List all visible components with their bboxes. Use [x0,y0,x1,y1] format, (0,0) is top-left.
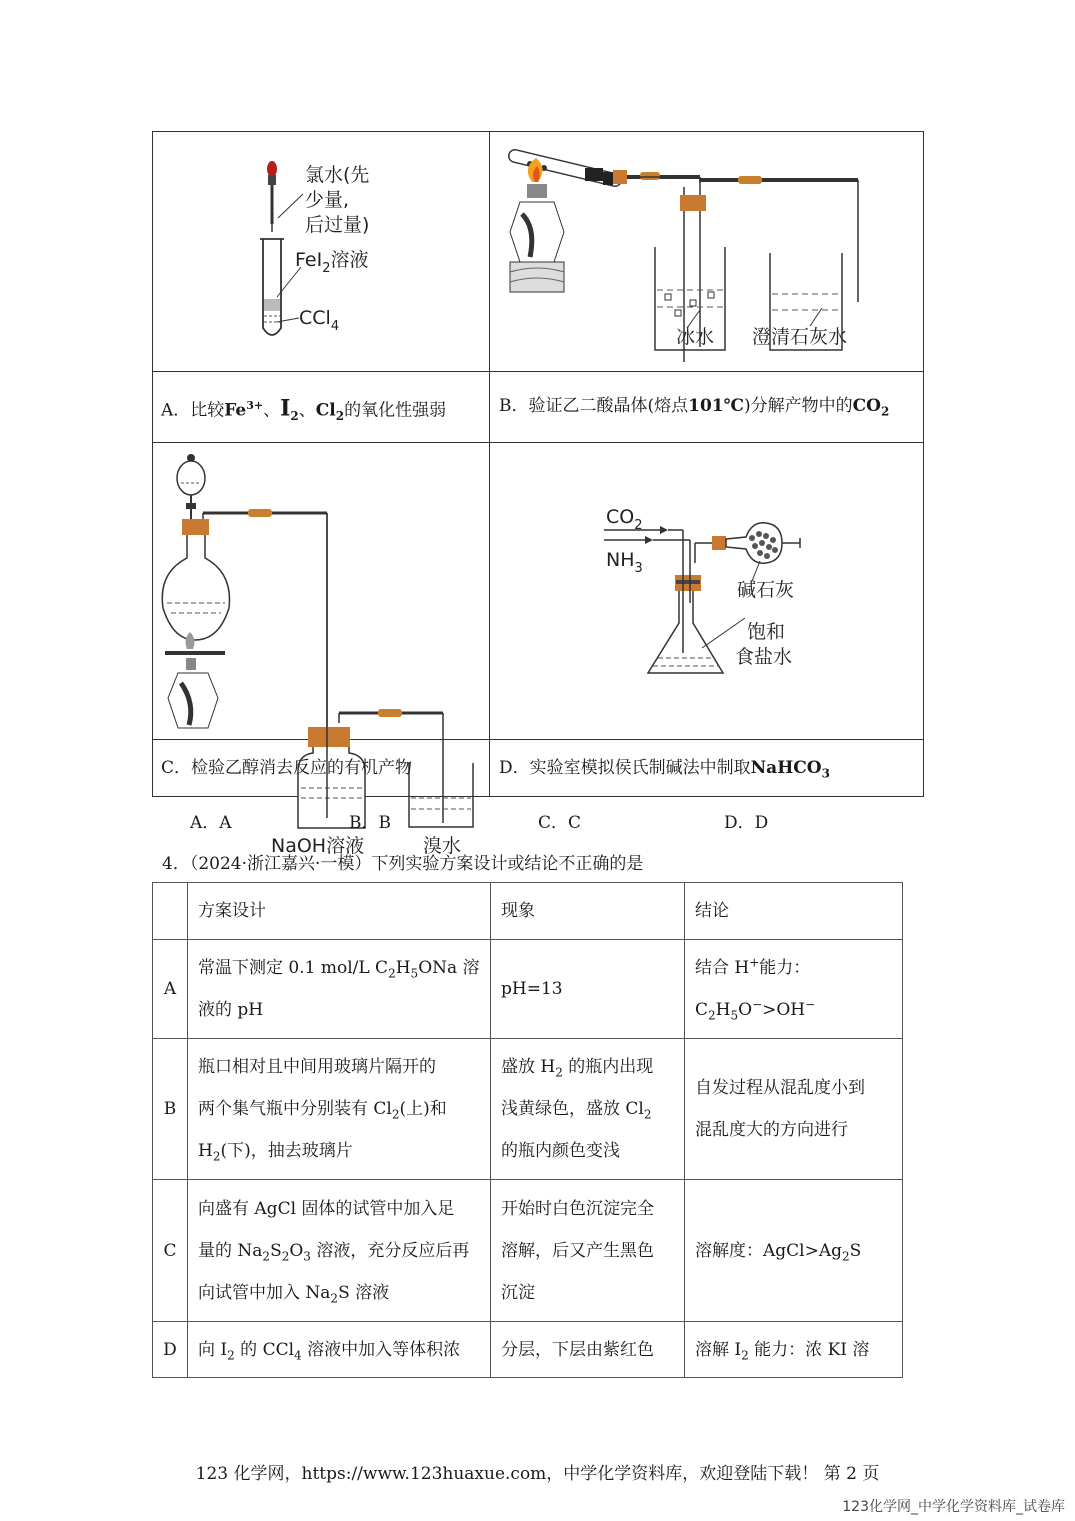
row-c-conclusion: 溶解度：$AgCl>Ag_2S$ [685,1180,903,1322]
row-label-b: B [153,1039,188,1180]
row-a-conclusion: 结合 H+能力： $C_2H_5O^->OH^-$ [685,940,903,1039]
header-blank [153,883,188,940]
caption-b: B．验证乙二酸晶体(熔点101℃)分解产物中的$CO_2$ [499,396,890,419]
svg-text:NH3: $NH_3$ [606,549,643,576]
row-c-phenomenon: 开始时白色沉淀完全 溶解，后又产生黑色 沉淀 [491,1180,685,1322]
row-a-phenomenon: pH=13 [491,940,685,1039]
figure-a-test-tube [153,132,489,371]
header-design: 方案设计 [188,883,491,940]
label-ice-water: 冰水 [676,326,715,348]
label-brine: 食盐水 [735,646,793,668]
row-b-design: 瓶口相对且中间用玻璃片隔开的 两个集气瓶中分别装有 $Cl_2$(上)和 $H_2$(下)，抽去玻璃片 [188,1039,491,1180]
row-b-conclusion: 自发过程从混乱度小到 混乱度大的方向进行 [685,1039,903,1180]
figure-d-apparatus [490,443,923,739]
svg-text:CCl4: CCl$_4$ [299,307,340,334]
label-small-amount: 少量, [305,189,350,211]
label-bromine-water: 溴水 [423,835,462,857]
q4-table [152,882,903,1378]
row-d-conclusion: 溶解 $I_2$ 能力：浓 KI 溶 [685,1322,903,1378]
row-d-design: 向 $I_2$ 的 CCl$_4$ 溶液中加入等体积浓 [188,1322,491,1378]
header-conclusion: 结论 [685,883,903,940]
table-row [153,1039,903,1180]
svg-text:CO2: $CO_2$ [606,506,643,533]
label-nh3: NH [606,549,635,571]
table-header-row [153,883,903,940]
header-phenomenon: 现象 [491,883,685,940]
caption-d: D．实验室模拟侯氏制碱法中制取NaHCO$_3$ [499,758,830,781]
row-d-phenomenon: 分层，下层由紫红色 [491,1322,685,1378]
label-saturated: 饱和 [747,621,786,643]
label-ccl4: CCl [299,307,331,329]
label-fei2: FeI [295,249,323,271]
page-footer: 123 化学网，https://www.123huaxue.com，中学化学资料库，欢迎登陆下载！ 第 2 页 [195,1464,880,1484]
label-then-excess: 后过量) [305,214,370,236]
option-a[interactable]: A．A [190,813,232,833]
option-d[interactable]: D．D [724,813,769,833]
row-c-design: 向盛有 AgCl 固体的试管中加入足 量的 $Na_2S_2O_3$ 溶液，充分反应后再 向试管中加入 $Na_2S$ 溶液 [188,1180,491,1322]
table-row [153,1322,903,1378]
row-label-a: A [153,940,188,1039]
label-limewater: 澄清石灰水 [752,326,848,348]
table-row [153,940,903,1039]
label-chlorine-water: 氯水(先 [305,164,370,186]
option-b[interactable]: B．B [349,813,391,833]
figure-b-apparatus [490,132,923,371]
watermark-text: 123化学网_中学化学资料库_试卷库 [842,1499,1065,1515]
label-soda-lime: 碱石灰 [737,579,795,601]
table-row [153,1180,903,1322]
caption-a: A．比较$Fe^{3+}$、$I_2$、$Cl_2$的氧化性强弱 [161,395,447,424]
row-a-design: 常温下测定 0.1 mol/L $C_2H_5ONa$ 溶 液的 pH [188,940,491,1039]
row-label-c: C [153,1180,188,1322]
label-co2: CO [606,506,635,528]
row-label-d: D [153,1322,188,1378]
caption-c: C．检验乙醇消去反应的有机产物 [161,758,413,778]
option-c[interactable]: C．C [538,813,582,833]
label-naoh-solution: NaOH溶液 [271,835,365,857]
question-4-stem: 4．（2024·浙江嘉兴·一模）下列实验方案设计或结论不正确的是 [162,854,644,874]
row-b-phenomenon: 盛放 $H_2$ 的瓶内出现 浅黄绿色，盛放 $Cl_2$ 的瓶内颜色变浅 [491,1039,685,1180]
svg-text:FeI2溶液: FeI$_2$溶液 [295,249,369,276]
